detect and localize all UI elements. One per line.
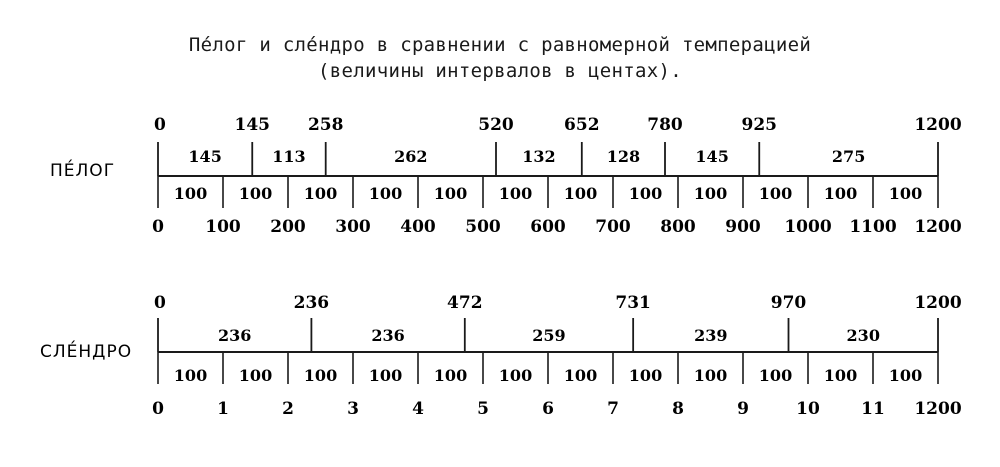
row-1-step-label: 100 [563, 184, 598, 203]
row-2-interval-label: 236 [371, 326, 405, 345]
row-1-step-label: 100 [238, 184, 273, 203]
row-2-step-label: 100 [368, 366, 403, 385]
row-1-scale-label: 0 [154, 115, 166, 135]
row-2-equal-label: 5 [477, 399, 489, 419]
row-1-equal-label: 1200 [914, 217, 962, 237]
row-1-step-label: 100 [303, 184, 338, 203]
row-1-step-label: 100 [433, 184, 468, 203]
row-1-name: ПЕ́ЛОГ [50, 161, 116, 181]
row-2-step-label: 100 [433, 366, 468, 385]
row-2-equal-label: 10 [796, 399, 820, 419]
row-1-equal-label: 600 [530, 217, 566, 237]
row-2-step-label: 100 [628, 366, 663, 385]
row-1-equal-label: 0 [152, 217, 164, 237]
row-1-equal-label: 500 [465, 217, 501, 237]
row-2-scale-label: 731 [615, 293, 651, 313]
row-2-step-label: 100 [498, 366, 533, 385]
row-2-interval-label: 259 [532, 326, 566, 345]
row-2-equal-label: 4 [412, 399, 424, 419]
row-1-scale-label: 652 [564, 115, 600, 135]
row-1-scale-label: 520 [478, 115, 514, 135]
row-2-equal-label: 1 [217, 399, 229, 419]
row-2-step-label: 100 [563, 366, 598, 385]
row-2-equal-label: 2 [282, 399, 294, 419]
row-1-scale-label: 780 [647, 115, 683, 135]
row-2-equal-label: 9 [737, 399, 749, 419]
row-2-scale-label: 236 [293, 293, 330, 313]
row-1-step-label: 100 [823, 184, 858, 203]
row-1-scale-label: 258 [307, 115, 344, 135]
row-1-interval-label: 145 [188, 147, 222, 166]
row-1-step-label: 100 [628, 184, 663, 203]
row-1-scale-label: 1200 [914, 115, 962, 135]
row-2-equal-label: 1200 [914, 399, 962, 419]
row-1-equal-label: 700 [595, 217, 631, 237]
row-1-interval-label: 275 [831, 147, 866, 166]
row-2-equal-label: 3 [347, 399, 359, 419]
row-2-interval-label: 239 [694, 326, 728, 345]
row-1-step-label: 100 [498, 184, 533, 203]
row-1-interval-label: 132 [522, 147, 556, 166]
row-2-step-label: 100 [303, 366, 338, 385]
row-2-scale-label: 1200 [914, 293, 962, 313]
title-line-2: (величины интервалов в центах). [318, 60, 682, 82]
row-1-interval-label: 128 [606, 147, 641, 166]
row-1-equal-label: 200 [270, 217, 306, 237]
row-2-step-label: 100 [238, 366, 273, 385]
row-2-interval-label: 230 [846, 326, 880, 345]
row-1-step-label: 100 [758, 184, 793, 203]
row-2-equal-label: 0 [152, 399, 164, 419]
row-1-interval-label: 262 [394, 147, 428, 166]
row-1-step-label: 100 [368, 184, 403, 203]
row-1-equal-label: 800 [660, 217, 696, 237]
row-1-equal-label: 1100 [849, 217, 897, 237]
row-2-scale-label: 0 [154, 293, 166, 313]
row-2-step-label: 100 [173, 366, 208, 385]
row-1-equal-label: 300 [335, 217, 371, 237]
row-2-step-label: 100 [758, 366, 793, 385]
row-2-equal-label: 7 [607, 399, 619, 419]
row-2-step-label: 100 [888, 366, 923, 385]
row-2-step-label: 100 [823, 366, 858, 385]
title-line-1: Пе́лог и сле́ндро в сравнении с равномерной темперацией [188, 34, 812, 56]
row-1-equal-label: 900 [725, 217, 761, 237]
row-1-scale-label: 145 [234, 115, 270, 135]
row-1-scale-label: 925 [741, 115, 777, 135]
row-1-step-label: 100 [888, 184, 923, 203]
row-2-scale-label: 472 [447, 293, 483, 313]
row-1-interval-label: 113 [272, 147, 306, 166]
row-2-interval-label: 236 [217, 326, 252, 345]
row-2-equal-label: 6 [542, 399, 554, 419]
row-1-step-label: 100 [693, 184, 728, 203]
row-1-equal-label: 1000 [784, 217, 832, 237]
row-2-equal-label: 8 [672, 399, 684, 419]
row-2-name: СЛЕ́НДРО [40, 342, 133, 362]
row-1-equal-label: 400 [400, 217, 436, 237]
row-1-equal-label: 100 [205, 217, 241, 237]
row-1-interval-label: 145 [695, 147, 729, 166]
row-2-step-label: 100 [693, 366, 728, 385]
row-1-step-label: 100 [173, 184, 208, 203]
row-2-equal-label: 11 [861, 399, 885, 419]
row-2-scale-label: 970 [770, 293, 807, 313]
